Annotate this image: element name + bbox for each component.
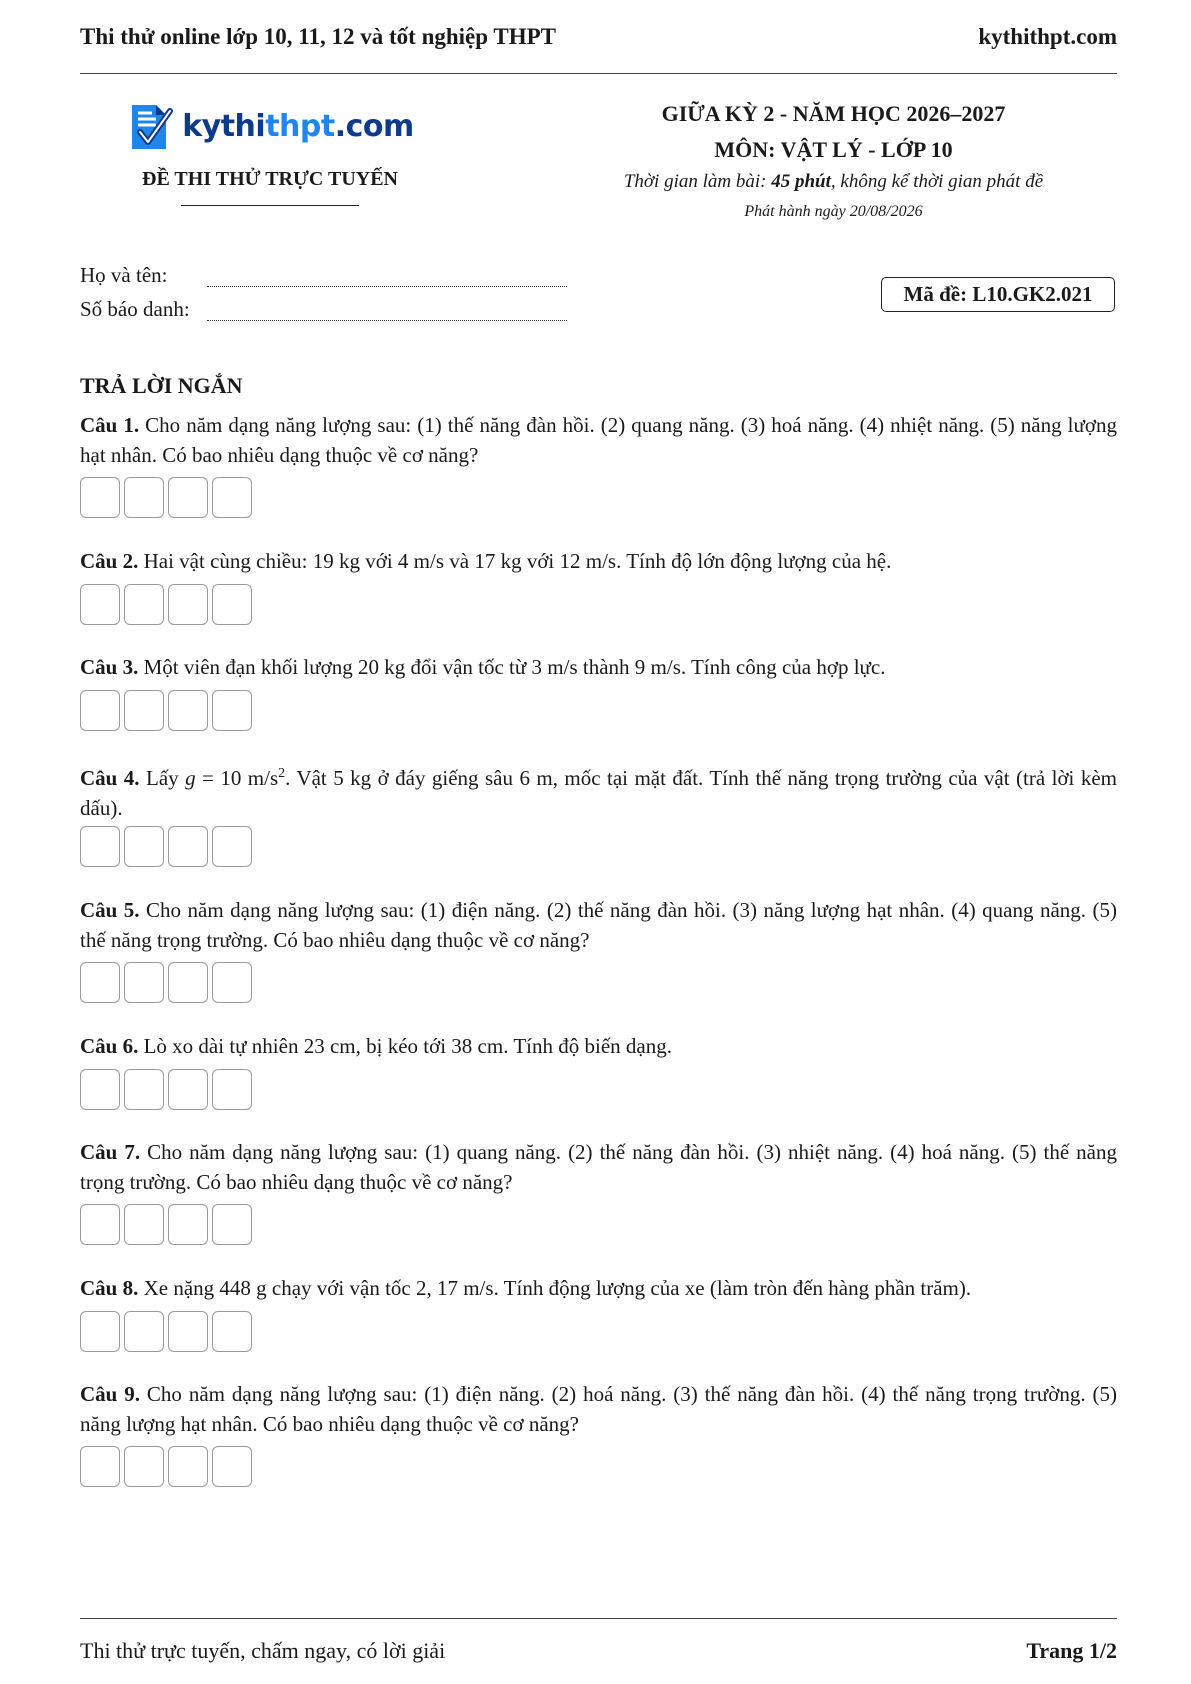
answer-cell[interactable]	[80, 584, 120, 625]
answer-cell[interactable]	[80, 690, 120, 731]
candidate-name-label: Họ và tên:	[80, 263, 168, 287]
exam-title: GIỮA KỲ 2 - NĂM HỌC 2026–2027	[661, 101, 1006, 126]
answer-cell[interactable]	[168, 1069, 208, 1110]
answer-cell[interactable]	[124, 477, 164, 518]
answer-boxes-5	[80, 962, 252, 1003]
exam-subject: MÔN: VẬT LÝ - LỚP 10	[714, 137, 953, 162]
answer-cell[interactable]	[124, 584, 164, 625]
answer-cell[interactable]	[80, 1204, 120, 1245]
question-8: Câu 8. Xe nặng 448 g chạy với vận tốc 2, 17 m/s. Tính động lượng của xe (làm tròn đến hàng phần trăm).	[80, 1276, 972, 1300]
exam-page	[80, 0, 1117, 1684]
answer-cell[interactable]	[124, 826, 164, 867]
question-3: Câu 3. Một viên đạn khối lượng 20 kg đổi vận tốc từ 3 m/s thành 9 m/s. Tính công của hợp lực.	[80, 655, 886, 679]
candidate-id-row	[80, 297, 190, 322]
question-1: Câu 1. Cho năm dạng năng lượng sau: (1) thế năng đàn hồi. (2) quang năng. (3) hoá năng. (4) nhiệt năng. (5) năng lượng hạt nhân. Có bao nhiêu dạng thuộc về cơ năng?	[80, 413, 1117, 467]
answer-cell[interactable]	[212, 826, 252, 867]
release-date: Phát hành ngày 20/08/2026	[744, 203, 923, 220]
question-6: Câu 6. Lò xo dài tự nhiên 23 cm, bị kéo tới 38 cm. Tính độ biến dạng.	[80, 1034, 672, 1058]
candidate-name-row	[80, 263, 167, 288]
site-logo	[126, 96, 414, 158]
answer-boxes-1	[80, 477, 252, 518]
answer-cell[interactable]	[80, 1446, 120, 1487]
answer-cell[interactable]	[168, 477, 208, 518]
answer-cell[interactable]	[212, 962, 252, 1003]
answer-cell[interactable]	[80, 826, 120, 867]
answer-cell[interactable]	[124, 1069, 164, 1110]
running-header	[80, 22, 1117, 52]
answer-cell[interactable]	[168, 826, 208, 867]
answer-cell[interactable]	[212, 1446, 252, 1487]
exam-duration: Thời gian làm bài: 45 phút, không kể thời gian phát đề	[623, 171, 1044, 192]
answer-boxes-4	[80, 826, 252, 867]
footer-left-text: Thi thử trực tuyến, chấm ngay, có lời giải	[80, 1638, 446, 1663]
header-left-text: Thi thử online lớp 10, 11, 12 và tốt nghiệp THPT	[80, 24, 556, 49]
answer-boxes-9	[80, 1446, 252, 1487]
logo-wordmark: kythithpt.com	[182, 109, 414, 144]
answer-cell[interactable]	[168, 1204, 208, 1245]
answer-boxes-3	[80, 690, 252, 731]
answer-cell[interactable]	[80, 477, 120, 518]
answer-cell[interactable]	[212, 690, 252, 731]
answer-boxes-2	[80, 584, 252, 625]
answer-cell[interactable]	[212, 1311, 252, 1352]
answer-cell[interactable]	[168, 1446, 208, 1487]
subtitle-rule	[181, 205, 359, 206]
answer-cell[interactable]	[124, 1204, 164, 1245]
subtitle: ĐỀ THI THỬ TRỰC TUYẾN	[142, 168, 398, 190]
candidate-id-field[interactable]	[207, 320, 567, 321]
answer-boxes-6	[80, 1069, 252, 1110]
answer-cell[interactable]	[212, 1204, 252, 1245]
answer-cell[interactable]	[168, 584, 208, 625]
answer-cell[interactable]	[212, 477, 252, 518]
exam-code-box: Mã đề: L10.GK2.021	[881, 277, 1115, 312]
answer-cell[interactable]	[124, 962, 164, 1003]
footer-rule	[80, 1618, 1117, 1619]
section-title: TRẢ LỜI NGẮN	[80, 373, 243, 398]
answer-cell[interactable]	[168, 962, 208, 1003]
page-number: Trang 1/2	[1026, 1638, 1117, 1663]
answer-boxes-7	[80, 1204, 252, 1245]
answer-cell[interactable]	[80, 1311, 120, 1352]
answer-cell[interactable]	[80, 1069, 120, 1110]
answer-cell[interactable]	[212, 584, 252, 625]
logo-block	[80, 96, 460, 206]
answer-cell[interactable]	[124, 1446, 164, 1487]
answer-cell[interactable]	[80, 962, 120, 1003]
answer-cell[interactable]	[124, 690, 164, 731]
answer-cell[interactable]	[168, 1311, 208, 1352]
exam-heading	[550, 96, 1117, 221]
answer-boxes-8	[80, 1311, 252, 1352]
answer-cell[interactable]	[124, 1311, 164, 1352]
question-7: Câu 7. Cho năm dạng năng lượng sau: (1) quang năng. (2) thế năng đàn hồi. (3) nhiệt năng. (4) hoá năng. (5) thế năng trọng trường. Có bao nhiêu dạng thuộc về cơ năng?	[80, 1140, 1117, 1194]
candidate-name-field[interactable]	[207, 286, 567, 287]
answer-cell[interactable]	[168, 690, 208, 731]
running-footer	[80, 1638, 1117, 1664]
question-9: Câu 9. Cho năm dạng năng lượng sau: (1) điện năng. (2) hoá năng. (3) thế năng đàn hồi. (4) thế năng trọng trường. (5) năng lượng hạt nhân. Có bao nhiêu dạng thuộc về cơ năng?	[80, 1382, 1117, 1436]
question-5: Câu 5. Cho năm dạng năng lượng sau: (1) điện năng. (2) thế năng đàn hồi. (3) năng lượng hạt nhân. (4) quang năng. (5) thế năng trọng trường. Có bao nhiêu dạng thuộc về cơ năng?	[80, 898, 1117, 952]
candidate-id-label: Số báo danh:	[80, 297, 190, 321]
header-rule	[80, 73, 1117, 74]
question-4: Câu 4. Lấy g = 10 $m/s^2$. Vật 5 kg ở đáy giếng sâu 6 m, mốc tại mặt đất. Tính thế năng trọng trường của vật (trả lời kèm dấu).	[80, 766, 1117, 820]
exam-paper-icon	[126, 99, 178, 155]
answer-cell[interactable]	[212, 1069, 252, 1110]
question-2: Câu 2. Hai vật cùng chiều: 19 kg với 4 m/s và 17 kg với 12 m/s. Tính độ lớn động lượng của hệ.	[80, 549, 892, 573]
header-site-name: kythithpt.com	[978, 24, 1117, 49]
